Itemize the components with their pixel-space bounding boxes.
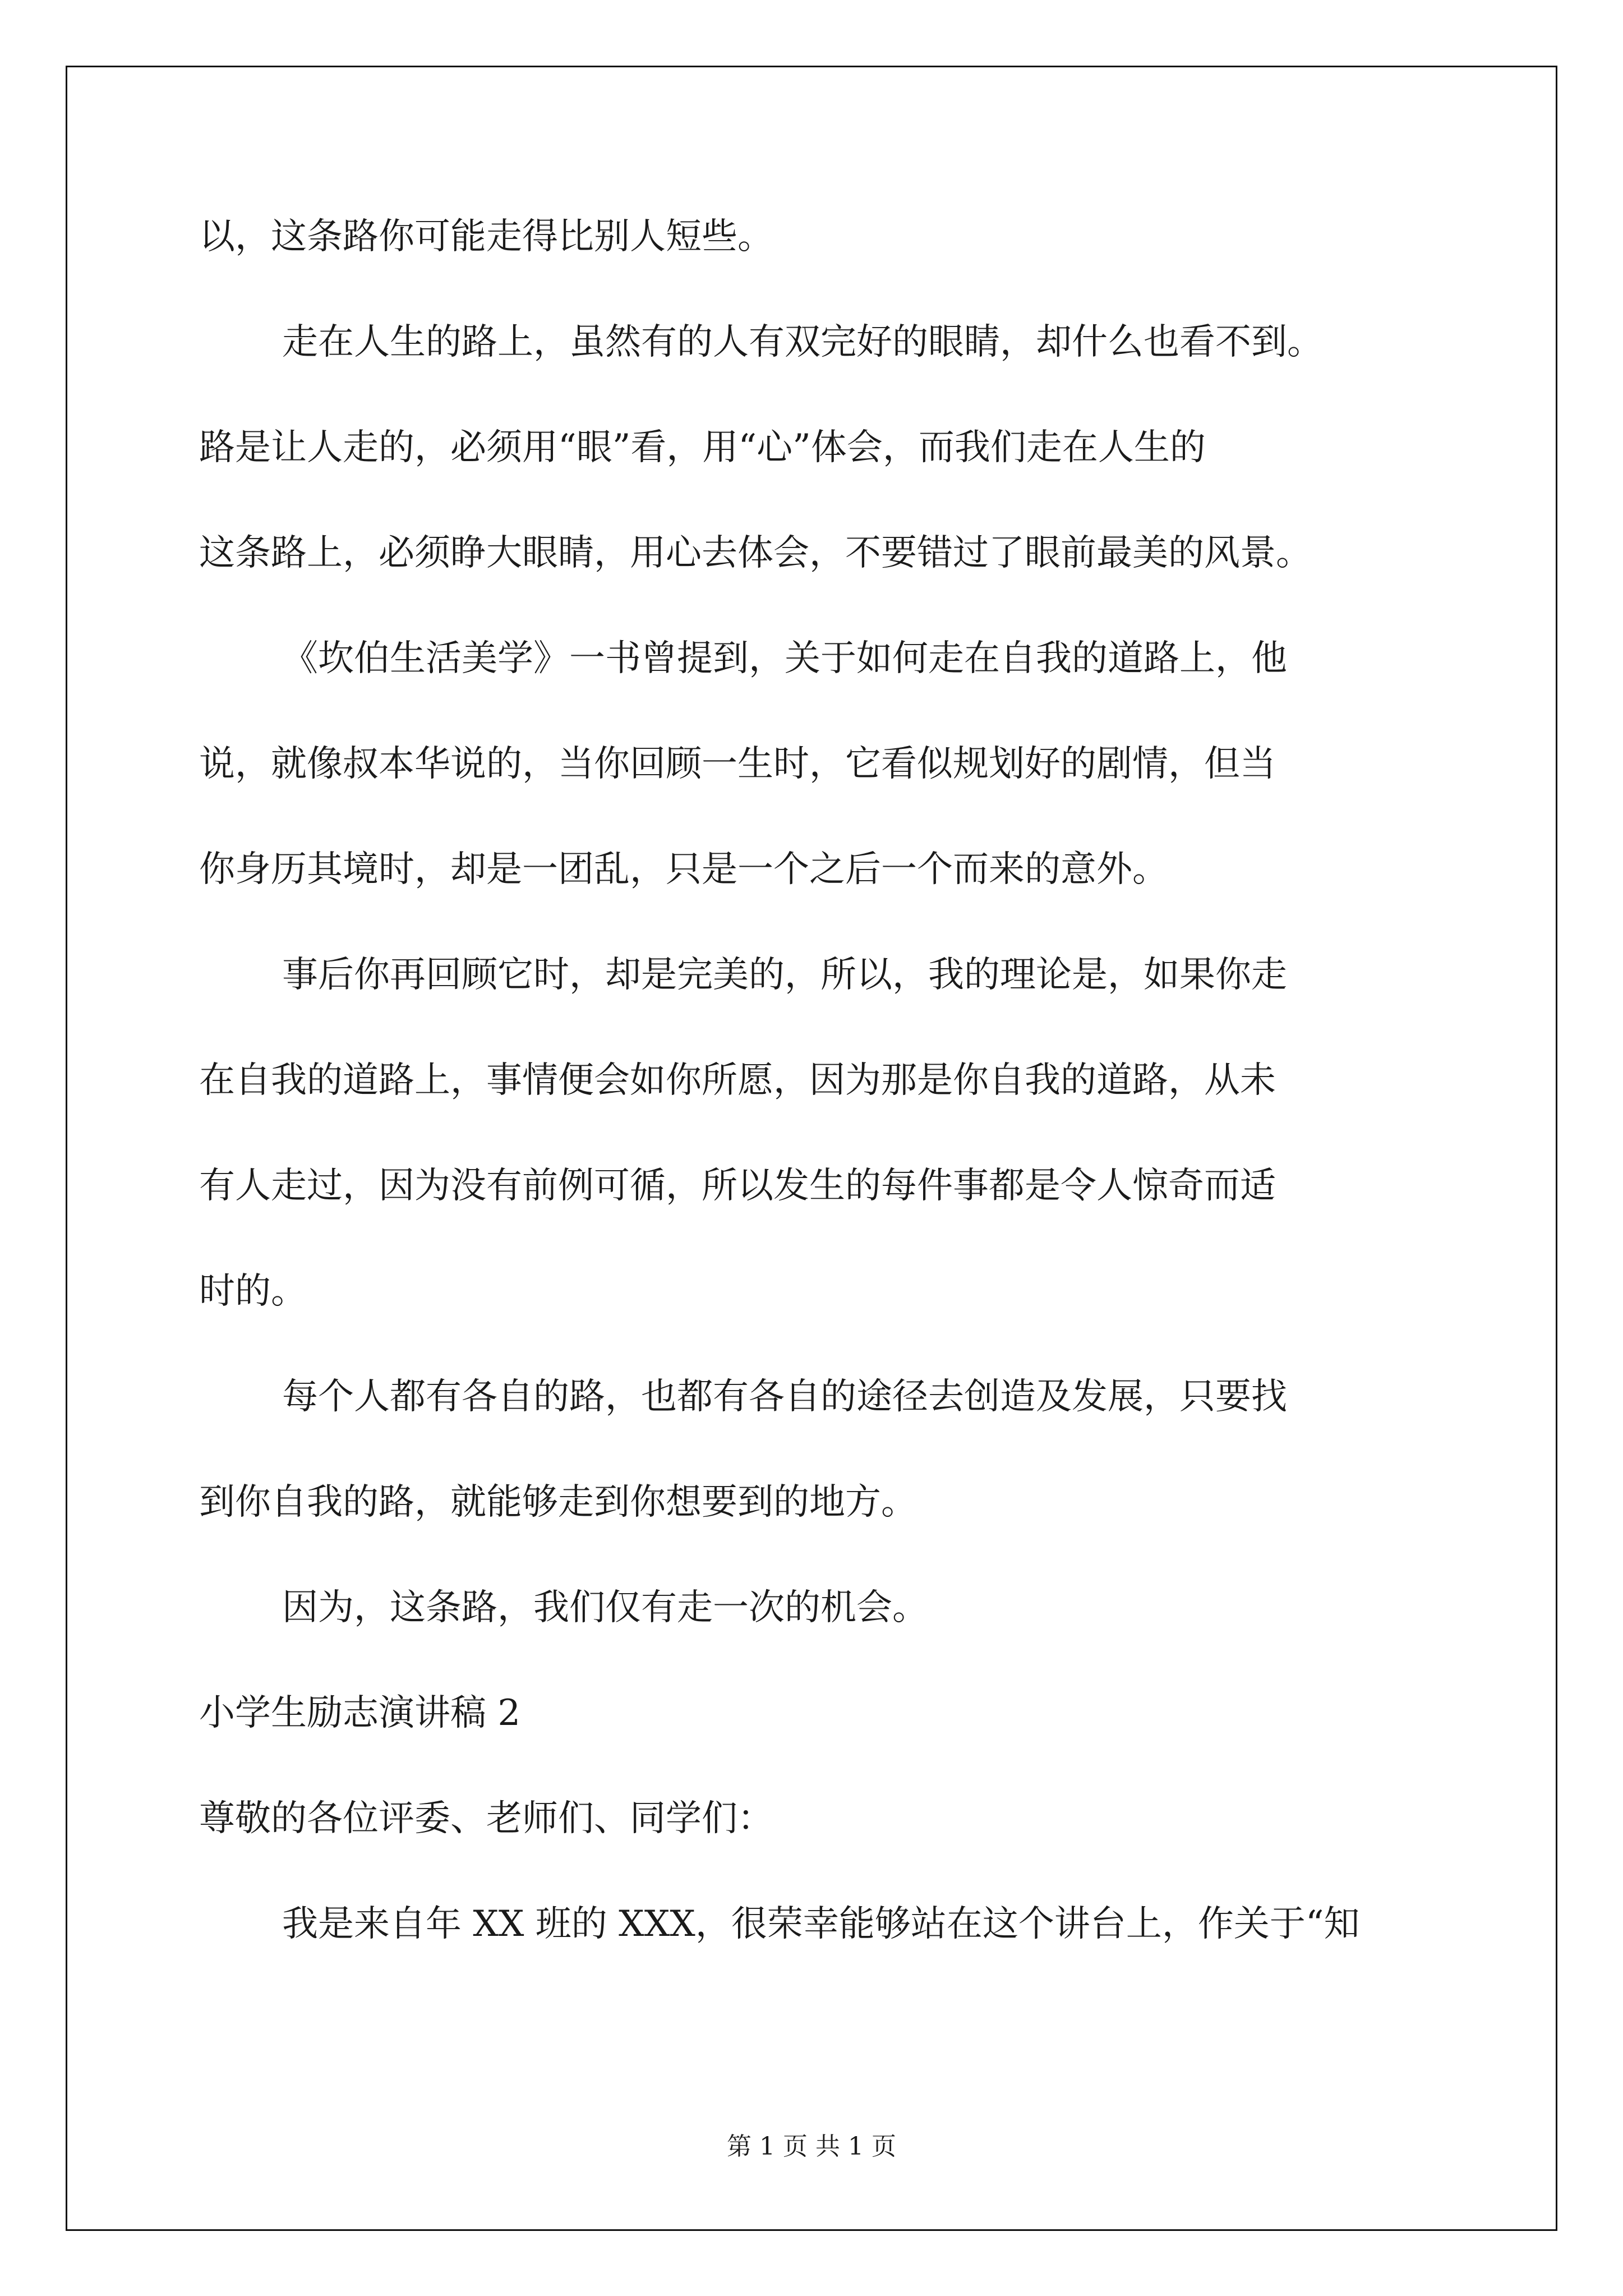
- text-line-13: 到你自我的路，就能够走到你想要到的地方。: [199, 1481, 917, 1523]
- section-heading: 小学生励志演讲稿 2: [199, 1692, 521, 1734]
- text-line-6: 说，就像叔本华说的，当你回顾一生时，它看似规划好的剧情，但当: [199, 743, 1276, 785]
- text-line-1: 以，这条路你可能走得比别人短些。: [199, 216, 773, 257]
- text-line-5: 《坎伯生活美学》一书曾提到，关于如何走在自我的道路上，他: [282, 638, 1287, 679]
- text-line-12: 每个人都有各自的路，也都有各自的途径去创造及发展，只要找: [282, 1376, 1287, 1418]
- text-line-11: 时的。: [199, 1271, 307, 1312]
- text-line-14: 因为，这条路，我们仅有走一次的机会。: [282, 1587, 928, 1628]
- text-line-4: 这条路上，必须睁大眼睛，用心去体会，不要错过了眼前最美的风景。: [199, 532, 1312, 574]
- text-line-2: 走在人生的路上，虽然有的人有双完好的眼睛，却什么也看不到。: [282, 321, 1323, 363]
- page-number-footer: 第 1 页 共 1 页: [727, 2132, 896, 2161]
- text-line-7: 你身历其境时，却是一团乱，只是一个之后一个而来的意外。: [199, 849, 1168, 890]
- text-line-3: 路是让人走的，必须用“眼”看，用“心”体会，而我们走在人生的: [199, 427, 1206, 468]
- text-line-17: 我是来自年 XX 班的 XXX，很荣幸能够站在这个讲台上，作关于“知: [282, 1903, 1360, 1945]
- text-line-9: 在自我的道路上，事情便会如你所愿，因为那是你自我的道路，从未: [199, 1060, 1276, 1101]
- text-line-8: 事后你再回顾它时，却是完美的，所以，我的理论是，如果你走: [282, 954, 1287, 996]
- text-line-10: 有人走过，因为没有前例可循，所以发生的每件事都是令人惊奇而适: [199, 1165, 1276, 1207]
- salutation: 尊敬的各位评委、老师们、同学们：: [199, 1798, 773, 1839]
